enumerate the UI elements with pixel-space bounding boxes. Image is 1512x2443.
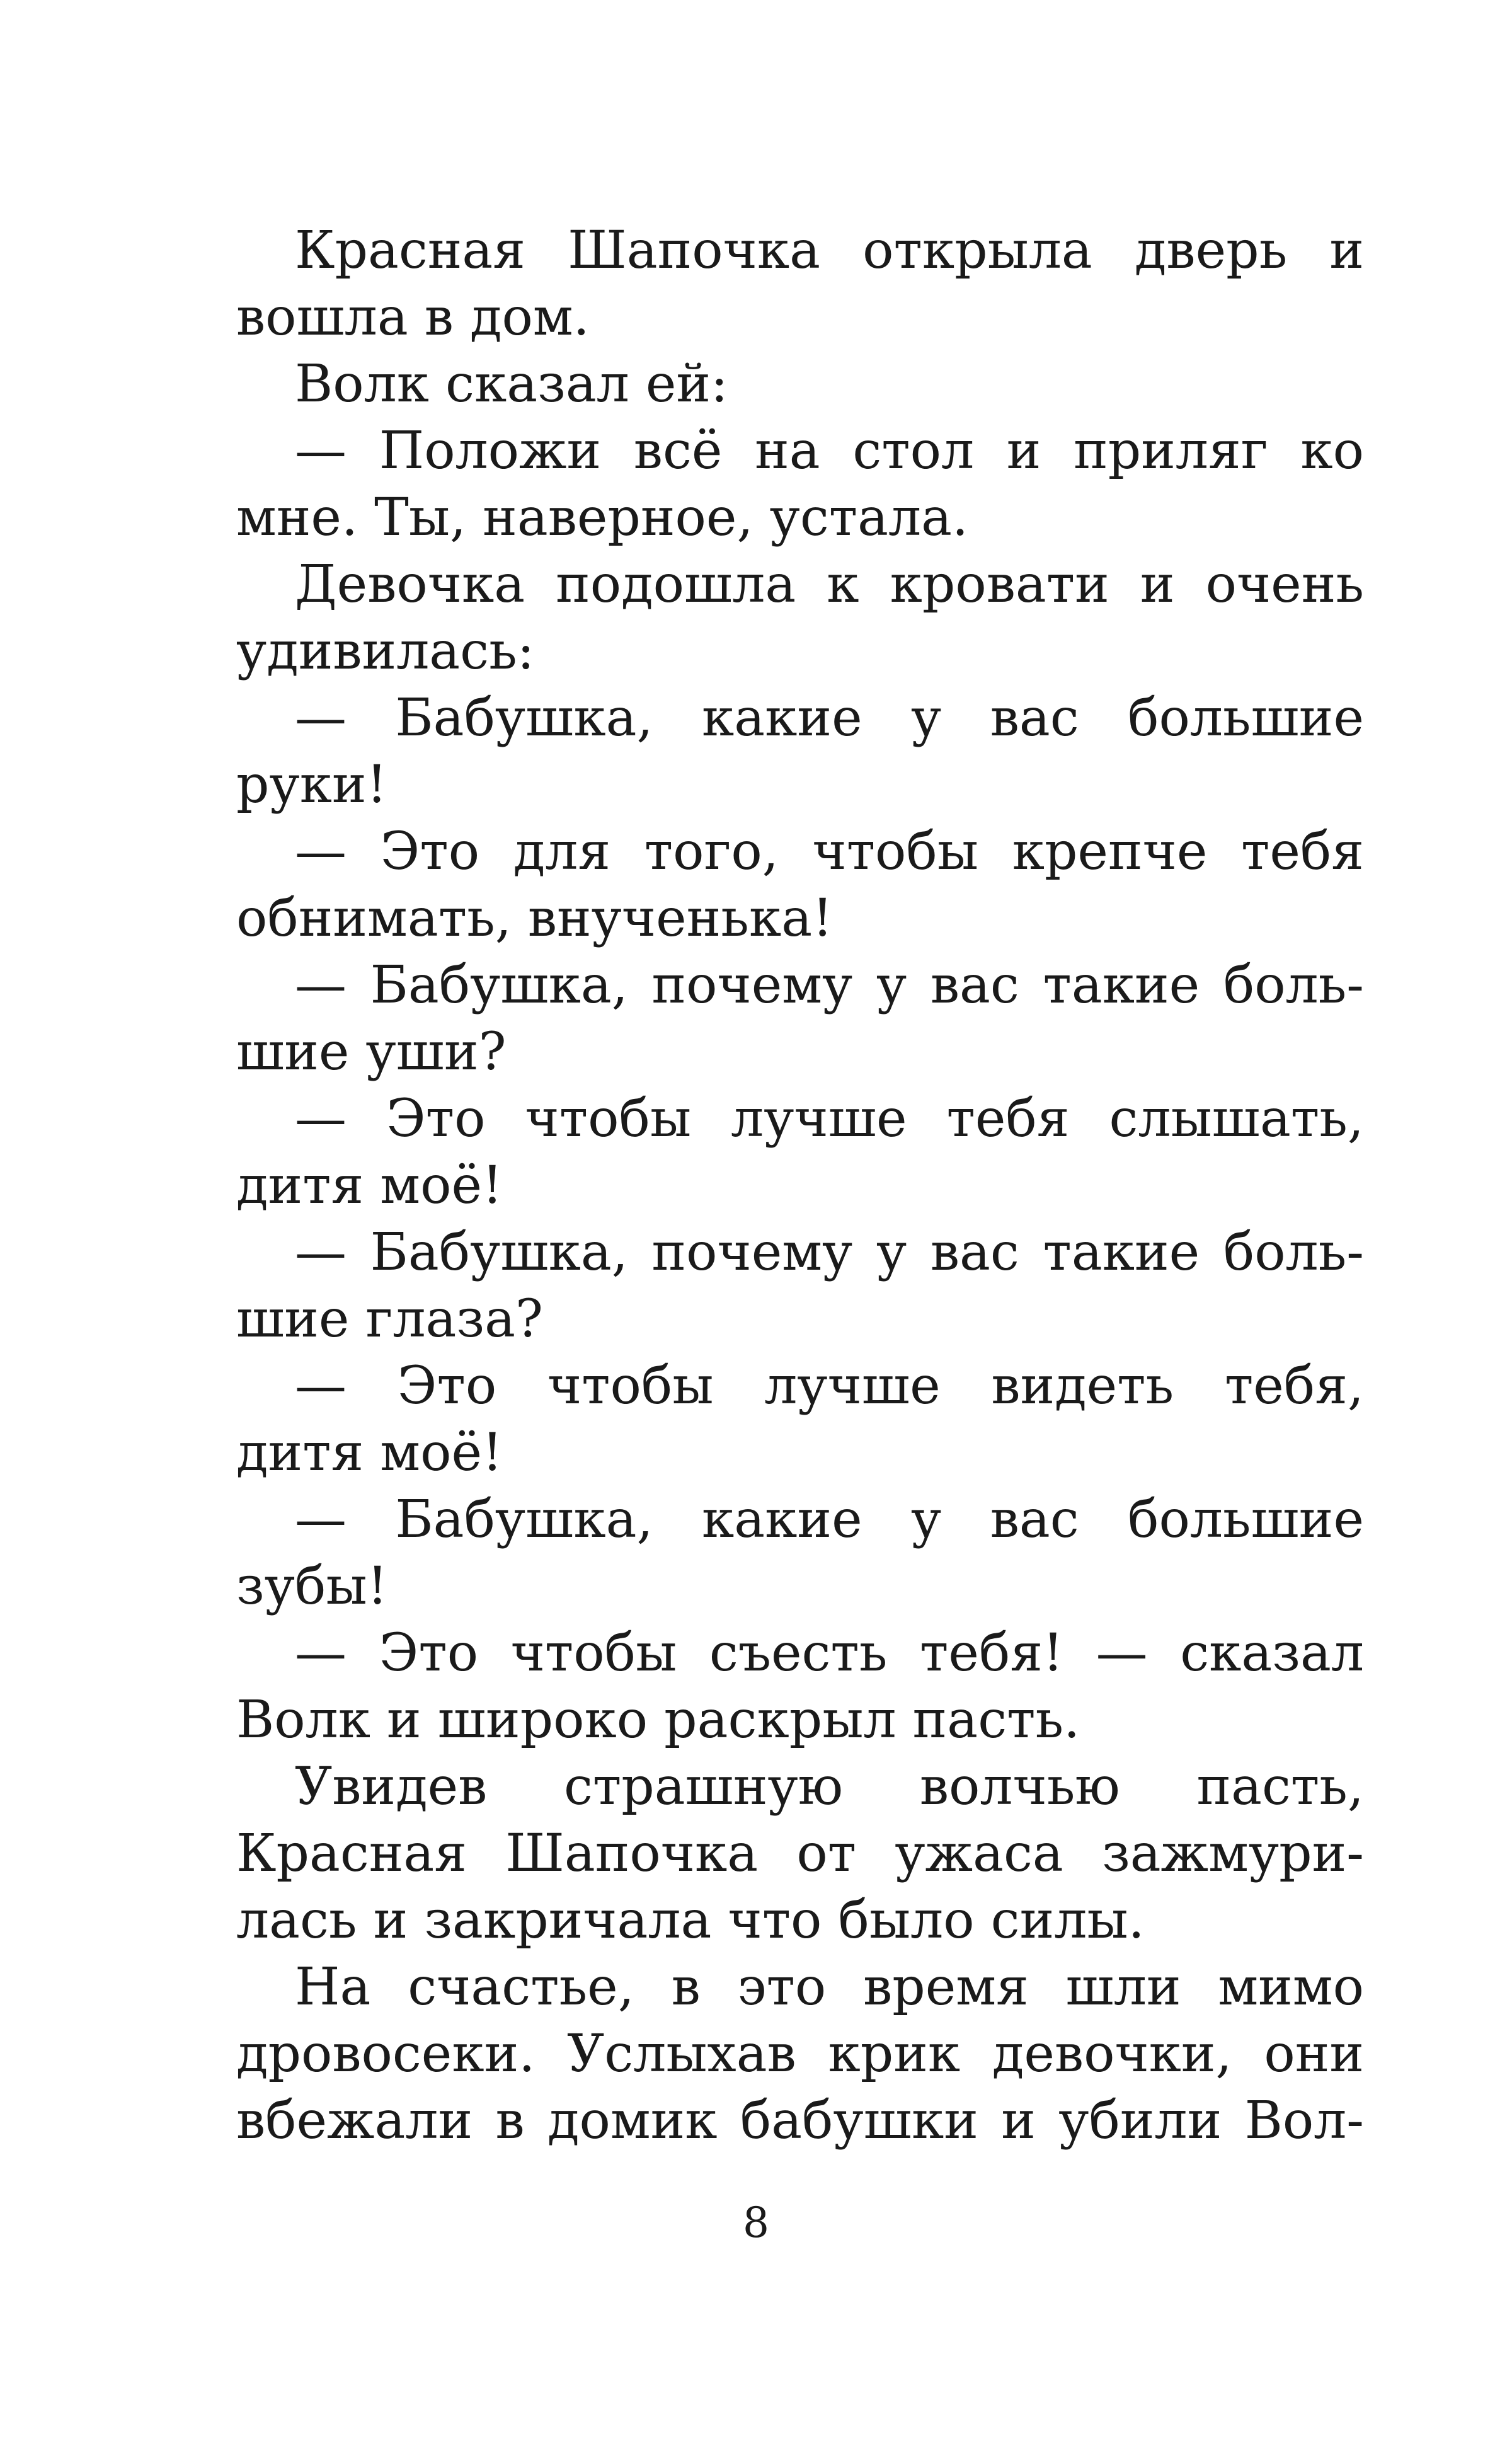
paragraph <box>236 685 1364 819</box>
text-line: мне. Ты, наверное, устала. <box>236 488 969 548</box>
page-number: 8 <box>743 2199 769 2247</box>
text-line: — Положи всё на стол и приляг ко <box>295 421 1364 481</box>
text-line: вбежали в домик бабушки и убили Вол- <box>236 2091 1364 2151</box>
paragraph <box>236 1353 1364 1486</box>
text-line: Красная Шапочка открыла дверь и <box>295 221 1364 280</box>
paragraph <box>236 351 1364 418</box>
text-line: Увидев страшную волчью пасть, <box>295 1757 1364 1817</box>
text-line: Девочка подошла к кровати и очень <box>295 555 1364 614</box>
text-line: — Бабушка, почему у вас такие боль- <box>295 955 1364 1015</box>
text-line: — Бабушка, почему у вас такие боль- <box>295 1222 1364 1282</box>
text-line: Красная Шапочка от ужаса зажмури- <box>236 1824 1364 1883</box>
paragraph <box>236 551 1364 685</box>
text-line: Волк сказал ей: <box>295 354 728 414</box>
text-line: — Бабушка, какие у вас большие <box>295 688 1364 748</box>
text-line: шие уши? <box>236 1022 507 1082</box>
paragraph <box>236 217 1364 351</box>
paragraph <box>236 418 1364 551</box>
text-line: дитя моё! <box>236 1423 503 1483</box>
paragraph <box>236 1954 1364 2154</box>
text-line: — Это для того, чтобы крепче тебя <box>295 822 1364 882</box>
text-line: лась и закричала что было силы. <box>236 1890 1145 1950</box>
text-line: зубы! <box>236 1556 388 1616</box>
text-line: руки! <box>236 755 387 815</box>
text-line: — Это чтобы лучше тебя слышать, <box>295 1089 1364 1149</box>
story-text <box>236 217 1364 2154</box>
text-line: дитя моё! <box>236 1156 503 1216</box>
text-line: На счастье, в это время шли мимо <box>295 1957 1364 2017</box>
text-line: дровосеки. Услыхав крик девочки, они <box>236 2024 1364 2084</box>
text-line: шие глаза? <box>236 1289 543 1349</box>
paragraph <box>236 1486 1364 1620</box>
paragraph <box>236 819 1364 952</box>
paragraph <box>236 1620 1364 1754</box>
text-line: удивилась: <box>236 621 535 681</box>
text-line: вошла в дом. <box>236 287 590 347</box>
text-line: Волк и широко раскрыл пасть. <box>236 1690 1080 1750</box>
text-line: обнимать, внученька! <box>236 888 833 948</box>
paragraph <box>236 1754 1364 1954</box>
text-line: — Бабушка, какие у вас большие <box>295 1490 1364 1549</box>
text-line: — Это чтобы съесть тебя! — сказал <box>295 1623 1364 1683</box>
text-line: — Это чтобы лучше видеть тебя, <box>295 1356 1364 1416</box>
paragraph <box>236 952 1364 1086</box>
paragraph <box>236 1219 1364 1353</box>
paragraph <box>236 1086 1364 1219</box>
